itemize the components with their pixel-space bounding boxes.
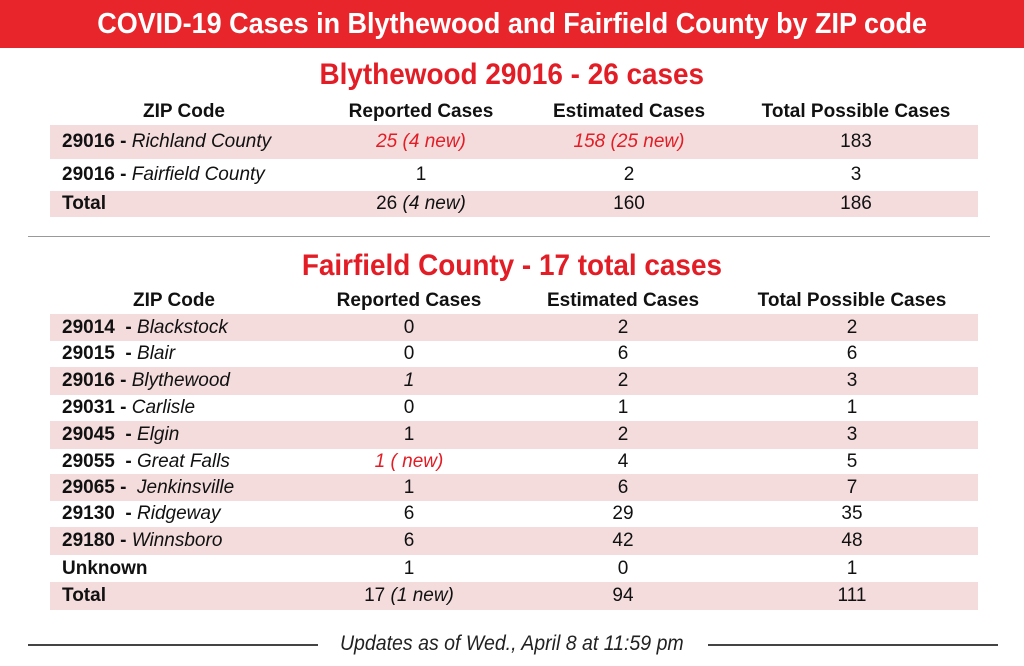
total-row — [50, 191, 978, 217]
zip-cell — [50, 449, 298, 474]
header-total-possible-cases: Total Possible Cases — [757, 290, 947, 311]
place-name: Richland County — [131, 131, 272, 152]
total-reported-count: 26 — [376, 193, 398, 214]
zip-cell — [50, 395, 298, 421]
total-estimated-cell: 160 — [524, 191, 734, 217]
table-row — [50, 555, 978, 582]
total-possible-cell: 186 — [734, 191, 978, 217]
total-possible-cases-cell: 48 — [726, 527, 978, 555]
header-reported-cases: Reported Cases — [336, 290, 482, 311]
estimated-cases-cell: 1 — [617, 397, 629, 418]
reported-cases-cell: 0 — [298, 314, 520, 341]
total-possible-cases-cell: 3 — [850, 164, 862, 185]
zip-separator: - — [114, 503, 138, 524]
zip-code: 29045 — [62, 424, 115, 445]
banner-title: COVID-19 Cases in Blythewood and Fairfield County by ZIP code — [0, 0, 1024, 48]
table-row — [50, 395, 978, 421]
total-reported-new-note: (4 new) — [402, 193, 466, 214]
zip-cell — [50, 314, 298, 341]
reported-cases-cell: 1 ( new) — [374, 450, 444, 472]
total-possible-cases-cell: 35 — [841, 503, 863, 524]
place-name: Blythewood — [131, 370, 230, 391]
zip-separator: - — [114, 370, 132, 391]
table-row — [50, 314, 978, 341]
footer — [0, 630, 1024, 660]
blythewood-table — [50, 99, 978, 217]
table-row — [50, 159, 978, 191]
zip-separator: - — [114, 131, 132, 152]
reported-cases-cell: 0 — [403, 397, 415, 418]
reported-cases-cell: 25 (4 new) — [318, 125, 524, 159]
estimated-cases-cell: 6 — [520, 474, 726, 501]
header-zip-code: ZIP Code — [143, 101, 225, 122]
total-row — [50, 582, 978, 610]
table-row — [50, 341, 978, 367]
reported-cases-cell: 1 — [298, 474, 520, 501]
total-possible-cell: 111 — [726, 582, 978, 610]
zip-separator: - — [114, 397, 132, 418]
zip-separator: - — [114, 164, 132, 185]
zip-cell — [50, 125, 318, 159]
header-total-possible-cases: Total Possible Cases — [761, 101, 951, 122]
place-name: Winnsboro — [131, 530, 223, 551]
zip-separator: - — [114, 316, 138, 338]
zip-code: 29065 — [62, 476, 115, 498]
zip-code: Unknown — [62, 557, 148, 579]
place-name: Blackstock — [137, 316, 228, 338]
zip-separator: - — [114, 476, 138, 498]
estimated-cases-cell: 158 (25 new) — [524, 125, 734, 159]
place-name: Fairfield County — [131, 164, 265, 185]
zip-cell — [50, 474, 298, 501]
reported-cases-cell: 1 — [298, 367, 520, 395]
total-label: Total — [50, 582, 298, 610]
table-header-row — [50, 288, 978, 314]
zip-code: 29180 — [62, 530, 115, 551]
estimated-cases-cell: 6 — [617, 343, 629, 364]
zip-separator: - — [114, 530, 132, 551]
total-possible-cases-cell: 1 — [846, 397, 858, 418]
estimated-cases-cell: 29 — [612, 503, 634, 524]
place-name: Carlisle — [131, 397, 196, 418]
header-reported-cases: Reported Cases — [348, 101, 494, 122]
table-row — [50, 367, 978, 395]
total-possible-cases-cell: 7 — [726, 474, 978, 501]
zip-code: 29014 — [62, 316, 115, 338]
place-name: Jenkinsville — [137, 476, 235, 498]
total-possible-cases-cell: 1 — [846, 557, 858, 579]
zip-code: 29031 — [62, 397, 115, 418]
zip-code: 29016 — [62, 370, 115, 391]
estimated-cases-cell: 42 — [520, 527, 726, 555]
estimated-cases-cell: 2 — [623, 164, 635, 185]
table-row — [50, 474, 978, 501]
zip-cell — [50, 341, 298, 367]
zip-code: 29055 — [62, 450, 115, 472]
zip-cell — [50, 159, 318, 191]
place-name: Blair — [137, 343, 176, 364]
reported-cases-cell: 0 — [403, 343, 415, 364]
total-reported-count: 17 — [364, 585, 386, 606]
estimated-cases-cell: 2 — [520, 367, 726, 395]
total-reported-cell — [318, 191, 524, 217]
reported-cases-cell: 6 — [403, 503, 415, 524]
total-possible-cases-cell: 5 — [846, 450, 858, 472]
zip-cell — [50, 555, 298, 582]
total-estimated-cell: 94 — [520, 582, 726, 610]
place-name: Elgin — [137, 424, 180, 445]
zip-cell — [50, 367, 298, 395]
zip-cell — [50, 501, 298, 527]
total-reported-new-note: (1 new) — [390, 585, 454, 606]
total-possible-cases-cell: 3 — [726, 367, 978, 395]
zip-code: 29016 — [62, 164, 115, 185]
table-row — [50, 421, 978, 449]
place-name: Ridgeway — [137, 503, 221, 524]
total-possible-cases-cell: 2 — [726, 314, 978, 341]
header-zip-code: ZIP Code — [133, 290, 215, 311]
table-row — [50, 501, 978, 527]
table-header-row — [50, 99, 978, 125]
table-row — [50, 527, 978, 555]
place-name: Great Falls — [137, 450, 230, 472]
zip-cell — [50, 527, 298, 555]
section-divider — [28, 236, 990, 237]
zip-code: 29130 — [62, 503, 115, 524]
total-possible-cases-cell: 6 — [846, 343, 858, 364]
reported-cases-cell: 6 — [298, 527, 520, 555]
table-row — [50, 125, 978, 159]
zip-code: 29015 — [62, 343, 115, 364]
estimated-cases-cell: 0 — [617, 557, 629, 579]
zip-separator: - — [114, 343, 138, 364]
zip-separator: - — [114, 424, 138, 445]
reported-cases-cell: 1 — [403, 557, 415, 579]
zip-separator: - — [114, 450, 138, 472]
fairfield-section-title: Fairfield County - 17 total cases — [301, 249, 723, 282]
blythewood-section-title: Blythewood 29016 - 26 cases — [319, 58, 705, 91]
zip-code: 29016 — [62, 131, 115, 152]
reported-cases-cell: 1 — [415, 164, 427, 185]
estimated-cases-cell: 2 — [520, 421, 726, 449]
total-possible-cases-cell: 3 — [726, 421, 978, 449]
total-reported-cell — [298, 582, 520, 610]
estimated-cases-cell: 2 — [520, 314, 726, 341]
reported-cases-cell: 1 — [298, 421, 520, 449]
header-estimated-cases: Estimated Cases — [552, 101, 706, 122]
fairfield-table — [50, 288, 978, 610]
table-row — [50, 449, 978, 474]
total-label: Total — [50, 191, 318, 217]
zip-cell — [50, 421, 298, 449]
header-estimated-cases: Estimated Cases — [546, 290, 700, 311]
footer-update-note: Updates as of Wed., April 8 at 11:59 pm — [0, 632, 1024, 656]
estimated-cases-cell: 4 — [617, 450, 629, 472]
total-possible-cases-cell: 183 — [734, 125, 978, 159]
